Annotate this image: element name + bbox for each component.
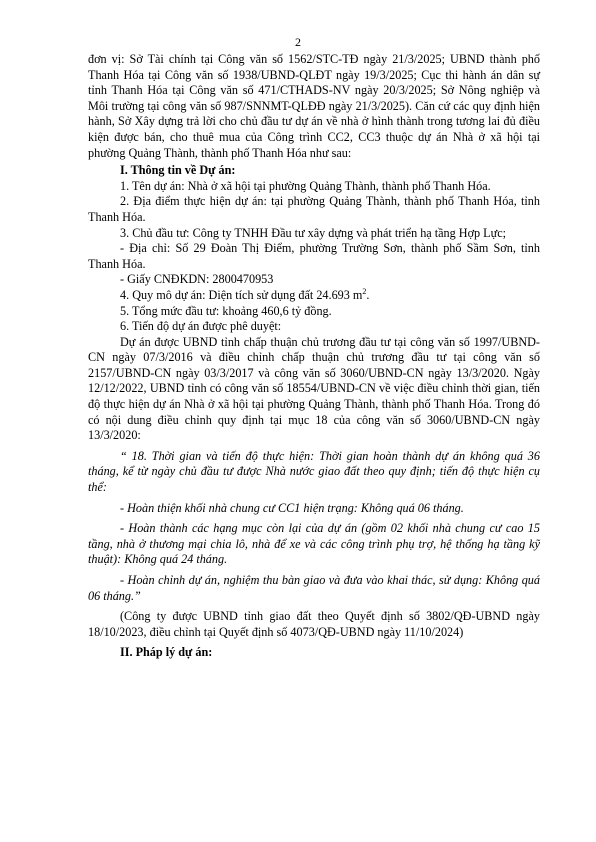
item-project-scale-end: . (366, 287, 370, 302)
land-allocation-paragraph: (Công ty được UBND tỉnh giao đất theo Quyết định số 3802/QĐ-UBND ngày 18/10/2023, điều chỉnh tại Quyết định số 4073/QĐ-UBND ngày 11/10/2024) (88, 609, 540, 639)
quote-item-18: “ 18. Thời gian và tiến độ thực hiện: Thời gian hoàn thành dự án không quá 36 tháng, kể từ ngày chủ đầu tư được Nhà nước giao đất theo quy định; tiến độ thực hiện cụ thể: (88, 448, 540, 495)
item-investment-total: 5. Tổng mức đầu tư: khoảng 460,6 tỷ đồng. (120, 303, 332, 318)
section-heading-project-info: I. Thông tin về Dự án: (120, 163, 236, 178)
section-heading-legal: II. Pháp lý dự án: (120, 645, 213, 660)
item-project-name: 1. Tên dự án: Nhà ở xã hội tại phường Quảng Thành, thành phố Thanh Hóa. (120, 178, 491, 193)
item-business-license: - Giấy CNĐKDN: 2800470953 (120, 272, 274, 287)
quote-completion: - Hoàn chỉnh dự án, nghiệm thu bàn giao và đưa vào khai thác, sử dụng: Không quá 06 tháng.” (88, 573, 540, 603)
quote-cc1: - Hoàn thiện khối nhà chung cư CC1 hiện trạng: Không quá 06 tháng. (120, 500, 464, 515)
quote-remaining-items: - Hoàn thành các hạng mục còn lại của dự án (gồm 02 khối nhà chung cư cao 15 tầng, nhà ở thương mại chia lô, nhà để xe và các công trình phụ trợ, hệ thống hạ tầng kỹ thuật): Không quá 24 tháng. (88, 521, 540, 567)
item-investor-address: - Địa chỉ: Số 29 Đoàn Thị Điểm, phường Trường Sơn, thành phố Sầm Sơn, tỉnh Thanh Hóa. (88, 241, 540, 271)
page-number: 2 (295, 35, 301, 49)
item-project-scale (88, 288, 540, 304)
document-body (88, 52, 540, 661)
superscript-square: 2 (362, 286, 367, 296)
progress-paragraph: Dự án được UBND tỉnh chấp thuận chủ trương đầu tư tại công văn số 1997/UBND-CN ngày 07/3/2016 và điều chỉnh chấp thuận chủ trương đầu tư tại công văn số 2157/UBND-CN ngày 03/3/2017 và công văn số 3060/UBND-CN ngày 13/3/2020. Ngày 12/12/2022, UBND tỉnh có công văn số 18554/UBND-CN về việc điều chỉnh thời gian, tiến độ thực hiện dự án Nhà ở xã hội tại phường Quảng Thành, thành phố Thanh Hóa. Trong đó có nội dung điều chỉnh quy định tại mục 18 của công văn số 3060/UBND-CN ngày 13/3/2020: (88, 334, 540, 443)
item-progress-heading: 6. Tiến độ dự án được phê duyệt: (120, 319, 282, 334)
item-investor: 3. Chủ đầu tư: Công ty TNHH Đầu tư xây dựng và phát triển hạ tầng Hợp Lực; (120, 225, 507, 240)
item-project-location: 2. Địa điểm thực hiện dự án: tại phường Quảng Thành, thành phố Thanh Hóa, tỉnh Thanh Hóa. (88, 194, 540, 224)
item-project-scale-text: 4. Quy mô dự án: Diện tích sử dụng đất 24.693 m (120, 287, 363, 302)
intro-paragraph: đơn vị: Sở Tài chính tại Công văn số 1562/STC-TĐ ngày 21/3/2025; UBND thành phố Thanh Hóa tại Công văn số 1938/UBND-QLĐT ngày 19/3/2025; Cục thi hành án dân sự tỉnh Thanh Hóa tại Công văn số 471/CTHADS-NV ngày 20/3/2025; Sở Nông nghiệp và Môi trường tại công văn số 987/SNNMT-QLĐĐ ngày 21/3/2025). Căn cứ các quy định hiện hành, Sở Xây dựng trả lời cho chủ đầu tư dự án về nhà ở hình thành trong tương lai đủ điều kiện được bán, cho thuê mua của Công trình CC2, CC3 thuộc dự án Nhà ở xã hội tại phường Quảng Thành, thành phố Thanh Hóa như sau: (88, 52, 540, 160)
